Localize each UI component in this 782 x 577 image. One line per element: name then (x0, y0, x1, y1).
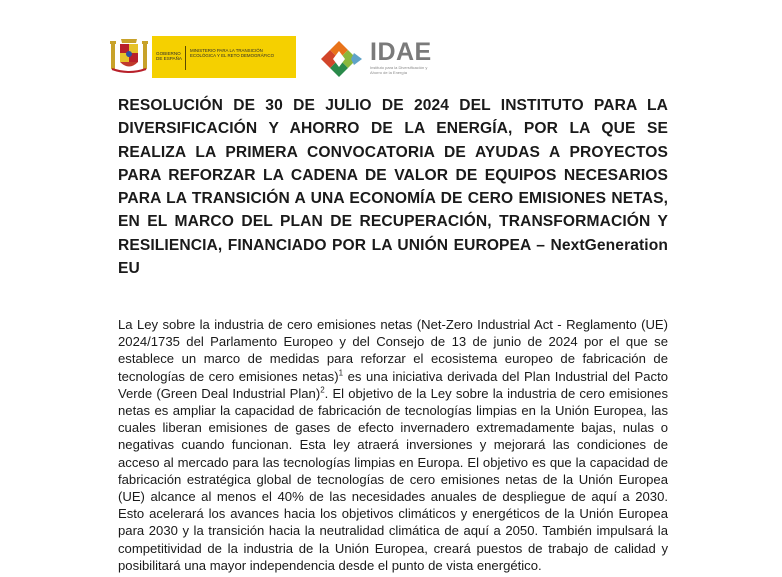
idae-logo-icon (314, 39, 364, 79)
paragraph-text-3: . El objetivo de la Ley sobre la industria de cero emisiones netas es ampliar la capacidad de fabricación de tecnologías limpias en la Unión Europea, las cuales liberan emisiones de gases de efecto invernadero extremadamente bajas, nulas o negativas cuando funcionan. Esta ley atraerá inversiones y mejorará las condiciones de acceso al mercado para las tecnologías limpias en Europa. El objetivo es que la capacidad de fabricación estratégica global de tecnologías de cero emisiones netas de la Unión Europea (UE) alcance al menos el 40% de las necesidades anuales de despliegue de aquí a 2030. Esto acelerará los avances hacia los objetivos climáticos y energéticos de la Unión Europea para 2030 y la transición hacia la neutralidad climática de aquí a 2050. También impulsará la competitividad de la industria de la Unión Europea, creará puestos de trabajo de calidad y posibilitará una mayor independencia desde el punto de vista energético. (118, 385, 668, 573)
gobierno-logo (108, 36, 296, 78)
idae-subtitle: Instituto para la Diversificación y Ahorro de la Energía (370, 65, 428, 75)
document-title: RESOLUCIÓN DE 30 DE JULIO DE 2024 DEL INSTITUTO PARA LA DIVERSIFICACIÓN Y AHORRO DE LA ENERGÍA, POR LA QUE SE REALIZA LA PRIMERA CONVOCATORIA DE AYUDAS A PROYECTOS PARA REFORZAR LA CADENA DE VALOR DE EQUIPOS NECESARIOS PARA LA TRANSICIÓN A UNA ECONOMÍA DE CERO EMISIONES NETAS, EN EL MARCO DEL PLAN DE RECUPERACIÓN, TRANSFORMACIÓN Y RESILIENCIA, FINANCIADO POR LA UNIÓN EUROPEA – NextGeneration EU (118, 97, 668, 278)
ministerio-text: MINISTERIO PARA LA TRANSICIÓN ECOLÓGICA Y EL RETO DEMOGRÁFICO (190, 48, 275, 59)
footnote-ref-2[interactable]: 2 (320, 385, 325, 395)
body-paragraph (118, 316, 668, 574)
logo-divider (185, 46, 186, 70)
ministerio-label (152, 36, 296, 78)
coat-of-arms-icon (108, 37, 150, 77)
gobierno-text: GOBIERNO DE ESPAÑA (156, 51, 182, 62)
header-logos (108, 36, 432, 82)
idae-logo (314, 39, 432, 79)
footnote-ref-1[interactable]: 1 (338, 368, 344, 378)
paragraph-text-2: es una iniciativa derivada del Plan Industrial del Pacto Verde (Green Deal Industrial Plan) (118, 368, 669, 401)
idae-wordmark: IDAE (370, 38, 432, 66)
paragraph-text-1: La Ley sobre la industria de cero emisiones netas (Net-Zero Industrial Act - Reglamento (UE) 2024/1735 del Parlamento Europeo y del Consejo de 13 de junio de 2024 por el que se establece un marco de medidas para reforzar el ecosistema europeo de fabricación de tecnologías de cero emisiones netas) (118, 317, 668, 384)
